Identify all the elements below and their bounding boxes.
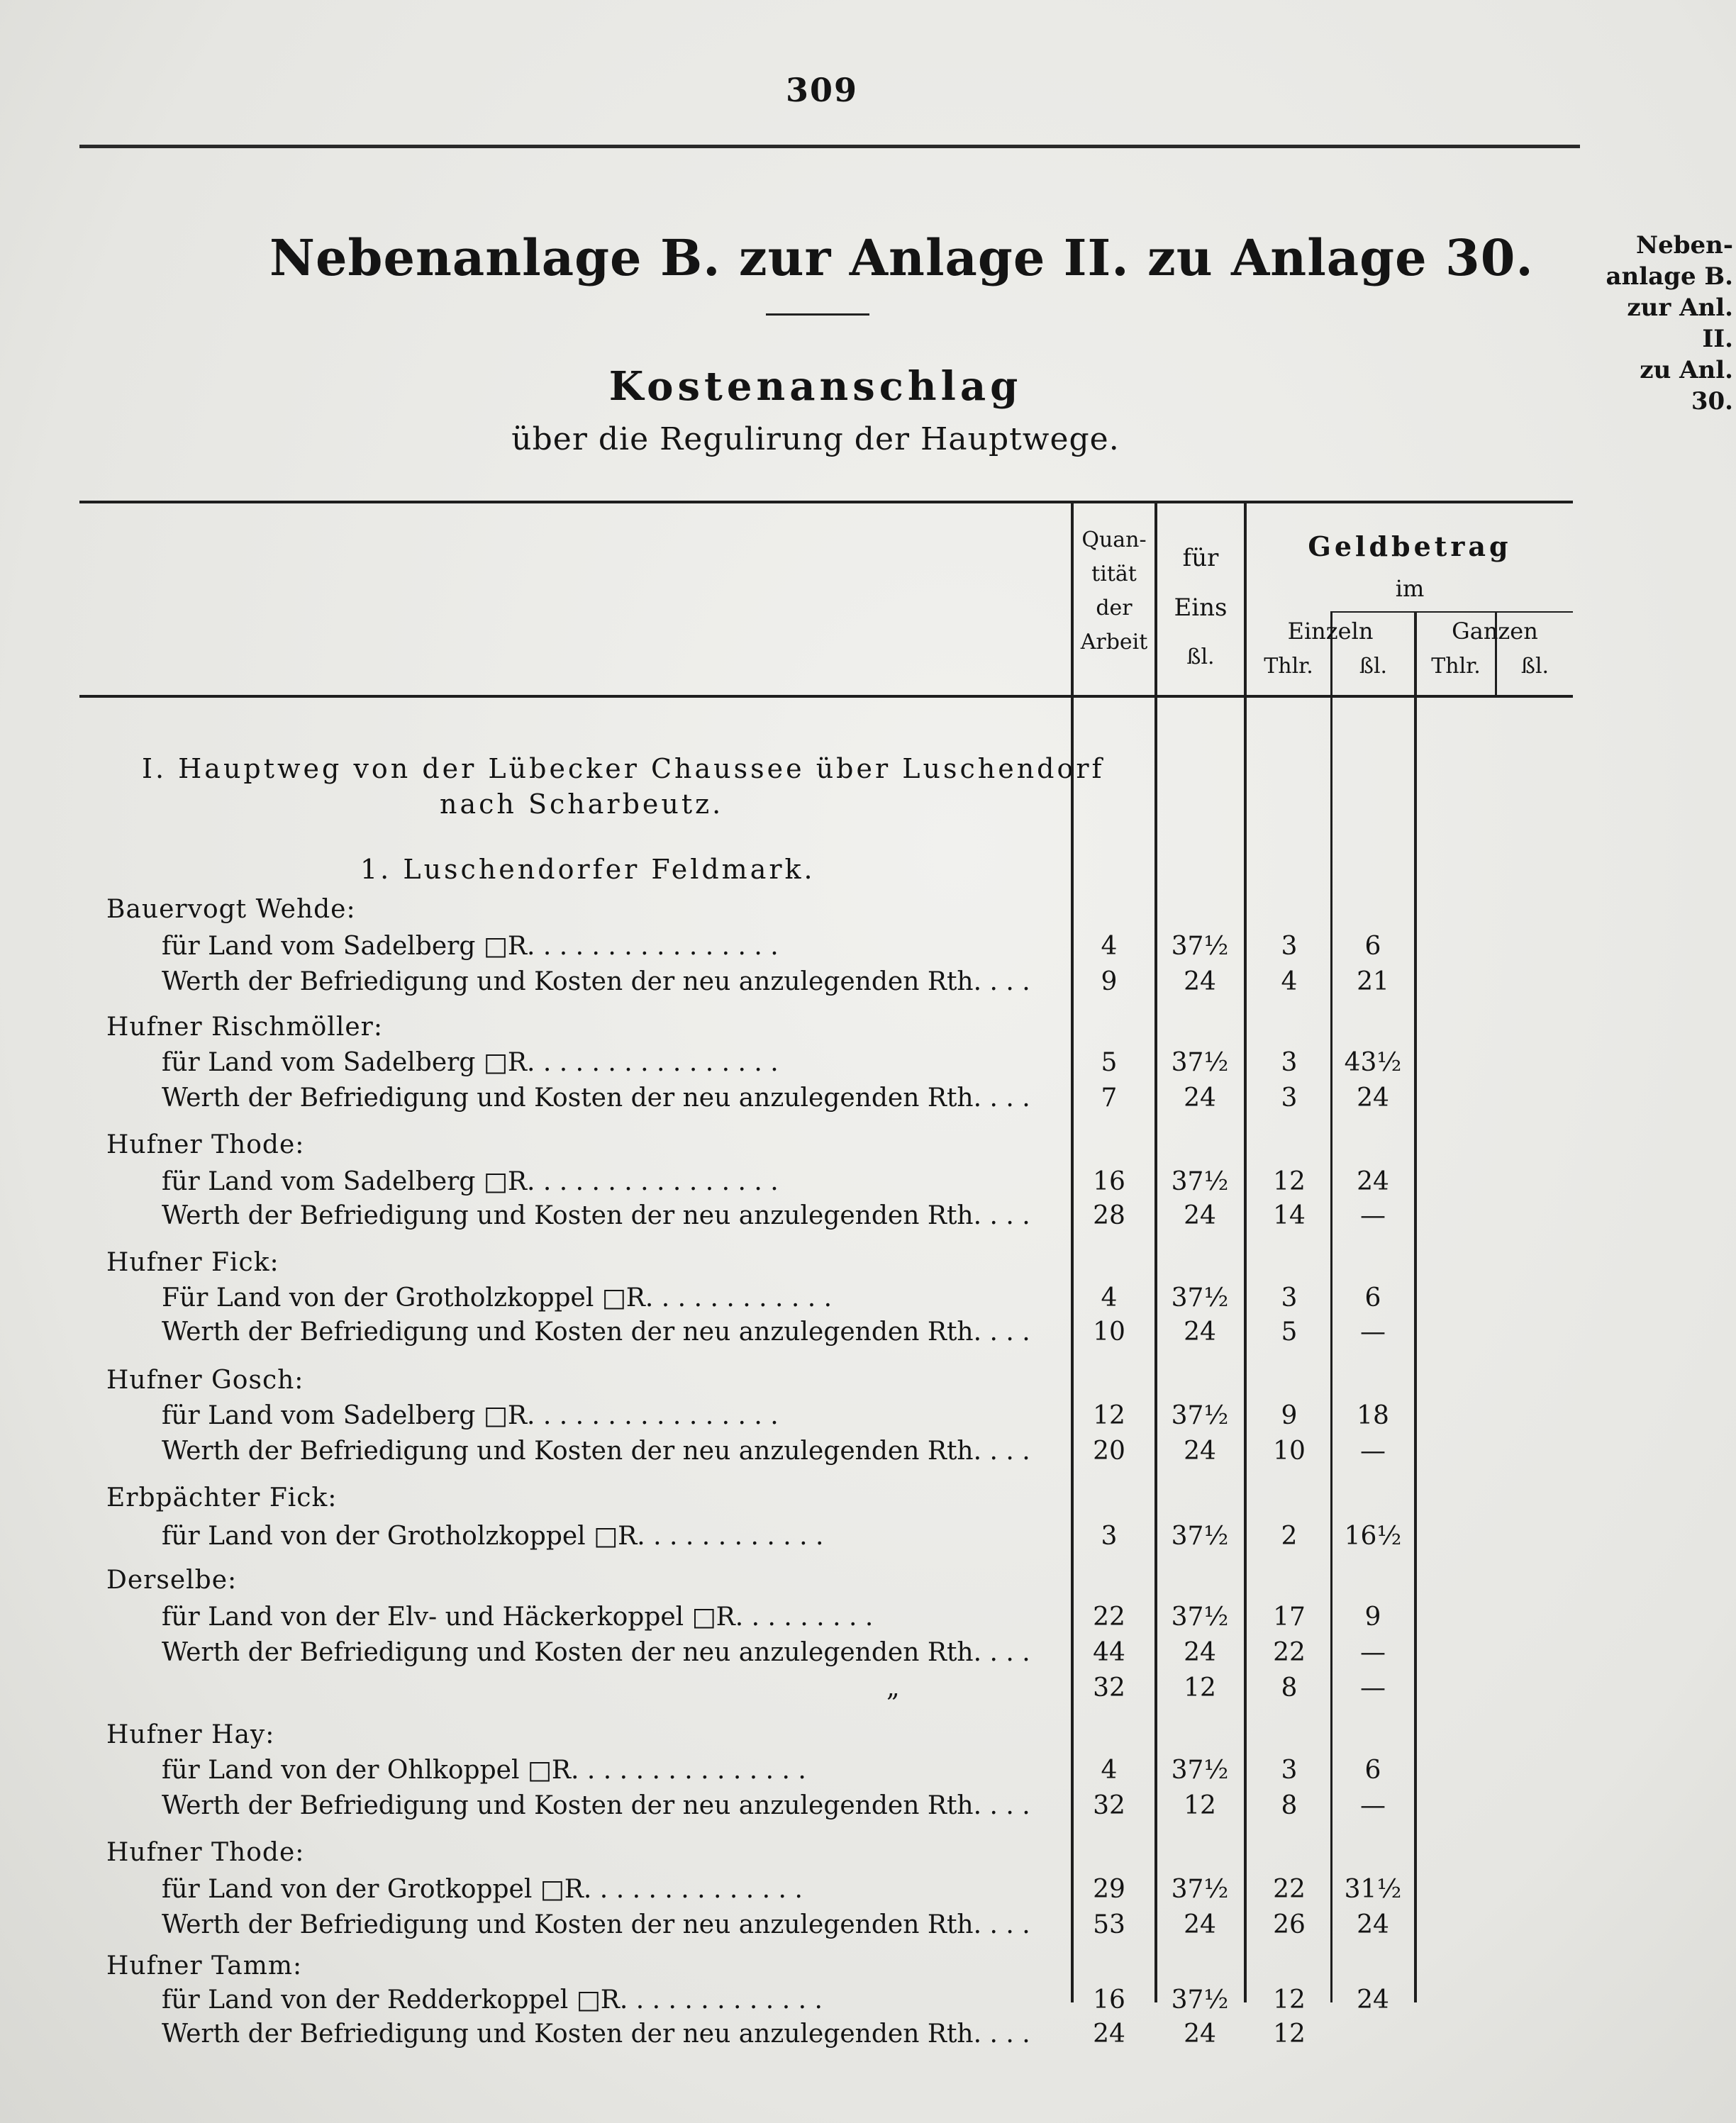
item-text: Werth der Befriedigung und Kosten der neu anzulegenden Rth. . . .: [162, 2019, 1030, 2049]
cell-sl: —: [1360, 1791, 1386, 1820]
cell-quantity: 53: [1093, 1910, 1125, 1939]
cell-unit-price: 37½: [1171, 932, 1229, 961]
cell-thlr: 10: [1273, 1437, 1306, 1466]
cell-sl: —: [1360, 1201, 1386, 1230]
header-im: im: [1395, 575, 1425, 602]
cell-thlr: 3: [1281, 1083, 1298, 1113]
item-text: für Land von der Ohlkoppel □R. . . . . . . . . . . . . . .: [162, 1756, 806, 1785]
table-top-rule: [79, 501, 1573, 503]
cell-thlr: 9: [1281, 1401, 1298, 1430]
cell-unit-price: 37½: [1171, 1522, 1229, 1551]
subheader-rule: [1330, 611, 1573, 613]
header-fuer-eins: für Eins ßl.: [1174, 544, 1228, 669]
item-text: Werth der Befriedigung und Kosten der neu anzulegenden Rth. . . .: [162, 1201, 1030, 1230]
cell-sl: 9: [1364, 1603, 1381, 1632]
owner-name: Hufner Thode:: [106, 1130, 305, 1159]
owner-name: Hufner Fick:: [106, 1248, 279, 1277]
cell-thlr: 22: [1273, 1875, 1306, 1904]
header-einzeln-thlr: Thlr.: [1264, 654, 1313, 679]
cell-unit-price: 37½: [1171, 1167, 1229, 1196]
owner-name: Hufner Tamm:: [106, 1951, 303, 1980]
cell-unit-price: 37½: [1171, 1756, 1229, 1785]
owner-name: Bauervogt Wehde:: [106, 895, 356, 924]
side-note-line: zur Anl. II.: [1627, 294, 1733, 353]
cell-thlr: 12: [1273, 2019, 1306, 2049]
header-ganzen-thlr: Thlr.: [1431, 654, 1481, 679]
cell-sl: 43½: [1344, 1048, 1402, 1077]
header-quantitaet: Quan- tität der Arbeit: [1080, 528, 1148, 654]
cell-unit-price: 12: [1184, 1791, 1216, 1820]
cell-quantity: 4: [1101, 1756, 1118, 1785]
header-ganzen-sl: ßl.: [1520, 654, 1549, 679]
cell-sl: 18: [1357, 1401, 1389, 1430]
cell-sl: —: [1360, 1317, 1386, 1347]
cell-thlr: 17: [1273, 1603, 1306, 1632]
cell-sl: —: [1360, 1638, 1386, 1667]
header-einzeln-sl: ßl.: [1359, 654, 1388, 679]
cell-unit-price: 37½: [1171, 1875, 1229, 1904]
cell-unit-price: 24: [1184, 2019, 1216, 2049]
cell-quantity: 3: [1101, 1522, 1118, 1551]
cell-thlr: 5: [1281, 1317, 1298, 1347]
item-text: Werth der Befriedigung und Kosten der neu anzulegenden Rth. . . .: [162, 1437, 1030, 1466]
cell-unit-price: 37½: [1171, 1603, 1229, 1632]
cell-thlr: 8: [1281, 1673, 1298, 1703]
page-number: 309: [786, 71, 859, 109]
cell-quantity: 32: [1093, 1673, 1125, 1703]
cell-quantity: 9: [1101, 967, 1118, 996]
cell-thlr: 3: [1281, 1756, 1298, 1785]
cell-sl: 6: [1364, 1756, 1381, 1785]
cell-quantity: 4: [1101, 932, 1118, 961]
cell-quantity: 16: [1093, 1985, 1125, 2015]
item-text: für Land von der Elv- und Häckerkoppel □R. . . . . . . . .: [162, 1603, 874, 1632]
cell-unit-price: 37½: [1171, 1401, 1229, 1430]
subsection-title: 1. Luschendorfer Feldmark.: [360, 854, 816, 885]
ditto-mark: „: [886, 1673, 900, 1703]
cell-sl: 6: [1364, 1283, 1381, 1313]
cell-quantity: 7: [1101, 1083, 1118, 1113]
page-title: Nebenanlage B. zur Anlage II. zu Anlage 30.: [269, 228, 1534, 287]
item-text: für Land von der Redderkoppel □R. . . . . . . . . . . . .: [162, 1985, 823, 2015]
cell-quantity: 20: [1093, 1437, 1125, 1466]
cell-unit-price: 24: [1184, 1317, 1216, 1347]
cell-quantity: 16: [1093, 1167, 1125, 1196]
cell-quantity: 44: [1093, 1638, 1125, 1667]
cell-unit-price: 24: [1184, 1910, 1216, 1939]
cell-sl: 24: [1357, 1167, 1389, 1196]
cell-unit-price: 37½: [1171, 1048, 1229, 1077]
subheading: über die Regulirung der Hauptwege.: [511, 421, 1120, 457]
item-text: für Land vom Sadelberg □R. . . . . . . . . . . . . . . .: [162, 932, 779, 961]
cell-sl: —: [1360, 1673, 1386, 1703]
cell-unit-price: 24: [1184, 967, 1216, 996]
cell-sl: 21: [1357, 967, 1389, 996]
cell-unit-price: 24: [1184, 1638, 1216, 1667]
cell-unit-price: 24: [1184, 1083, 1216, 1113]
side-note: [1591, 230, 1733, 417]
cell-thlr: 22: [1273, 1638, 1306, 1667]
cell-quantity: 29: [1093, 1875, 1125, 1904]
cell-unit-price: 24: [1184, 1437, 1216, 1466]
heading: Kostenanschlag: [608, 363, 1023, 410]
cell-thlr: 3: [1281, 932, 1298, 961]
header-geldbetrag: Geldbetrag: [1308, 530, 1512, 562]
header-einzeln: Einzeln: [1287, 618, 1374, 645]
cell-thlr: 4: [1281, 967, 1298, 996]
item-text: Werth der Befriedigung und Kosten der neu anzulegenden Rth. . . .: [162, 1083, 1030, 1113]
cell-unit-price: 37½: [1171, 1985, 1229, 2015]
cell-sl: 31½: [1344, 1875, 1402, 1904]
cell-unit-price: 12: [1184, 1673, 1216, 1703]
item-text: für Land vom Sadelberg □R. . . . . . . . . . . . . . . .: [162, 1048, 779, 1077]
owner-name: Hufner Rischmöller:: [106, 1013, 383, 1042]
item-text: Werth der Befriedigung und Kosten der neu anzulegenden Rth. . . .: [162, 967, 1030, 996]
item-text: für Land vom Sadelberg □R. . . . . . . . . . . . . . . .: [162, 1167, 779, 1196]
cell-thlr: 12: [1273, 1985, 1306, 2015]
cell-quantity: 24: [1093, 2019, 1125, 2049]
cell-unit-price: 24: [1184, 1201, 1216, 1230]
cell-quantity: 28: [1093, 1201, 1125, 1230]
column-divider: [1414, 611, 1417, 2002]
cell-quantity: 5: [1101, 1048, 1118, 1077]
item-text: für Land vom Sadelberg □R. . . . . . . . . . . . . . . .: [162, 1401, 779, 1430]
cell-thlr: 26: [1273, 1910, 1306, 1939]
cell-unit-price: 37½: [1171, 1283, 1229, 1313]
cell-sl: 16½: [1344, 1522, 1402, 1551]
item-text: für Land von der Grotkoppel □R. . . . . . . . . . . . . .: [162, 1875, 803, 1904]
side-note-line: Neben-: [1636, 231, 1733, 260]
title-underline: [766, 313, 869, 316]
owner-name: Hufner Hay:: [106, 1720, 275, 1749]
cell-sl: —: [1360, 1437, 1386, 1466]
table-header-rule: [79, 695, 1573, 698]
cell-quantity: 12: [1093, 1401, 1125, 1430]
top-rule: [79, 145, 1580, 148]
owner-name: Derselbe:: [106, 1566, 238, 1595]
item-text: Werth der Befriedigung und Kosten der neu anzulegenden Rth. . . .: [162, 1638, 1030, 1667]
owner-name: Erbpächter Fick:: [106, 1483, 338, 1512]
cell-sl: 24: [1357, 1083, 1389, 1113]
cell-quantity: 10: [1093, 1317, 1125, 1347]
owner-name: Hufner Gosch:: [106, 1366, 304, 1395]
cell-thlr: 14: [1273, 1201, 1306, 1230]
header-ganzen: Ganzen: [1452, 618, 1538, 645]
cell-sl: 24: [1357, 1910, 1389, 1939]
cell-thlr: 8: [1281, 1791, 1298, 1820]
side-note-line: anlage B.: [1606, 262, 1733, 291]
section-title-cont: nach Scharbeutz.: [440, 789, 724, 820]
item-text: Für Land von der Grotholzkoppel □R. . . . . . . . . . . .: [162, 1283, 833, 1313]
item-text: Werth der Befriedigung und Kosten der neu anzulegenden Rth. . . .: [162, 1791, 1030, 1820]
side-note-line: zu Anl. 30.: [1640, 356, 1733, 416]
cell-thlr: 3: [1281, 1048, 1298, 1077]
cell-thlr: 3: [1281, 1283, 1298, 1313]
cell-sl: 24: [1357, 1985, 1389, 2015]
cell-thlr: 2: [1281, 1522, 1298, 1551]
item-text: Werth der Befriedigung und Kosten der neu anzulegenden Rth. . . .: [162, 1317, 1030, 1347]
cell-quantity: 22: [1093, 1603, 1125, 1632]
item-text: Werth der Befriedigung und Kosten der neu anzulegenden Rth. . . .: [162, 1910, 1030, 1939]
cell-sl: 6: [1364, 932, 1381, 961]
section-title: I. Hauptweg von der Lübecker Chaussee über Luschendorf: [142, 753, 1105, 784]
cell-quantity: 4: [1101, 1283, 1118, 1313]
item-text: für Land von der Grotholzkoppel □R. . . . . . . . . . . .: [162, 1522, 824, 1551]
owner-name: Hufner Thode:: [106, 1838, 305, 1867]
cell-thlr: 12: [1273, 1167, 1306, 1196]
cell-quantity: 32: [1093, 1791, 1125, 1820]
